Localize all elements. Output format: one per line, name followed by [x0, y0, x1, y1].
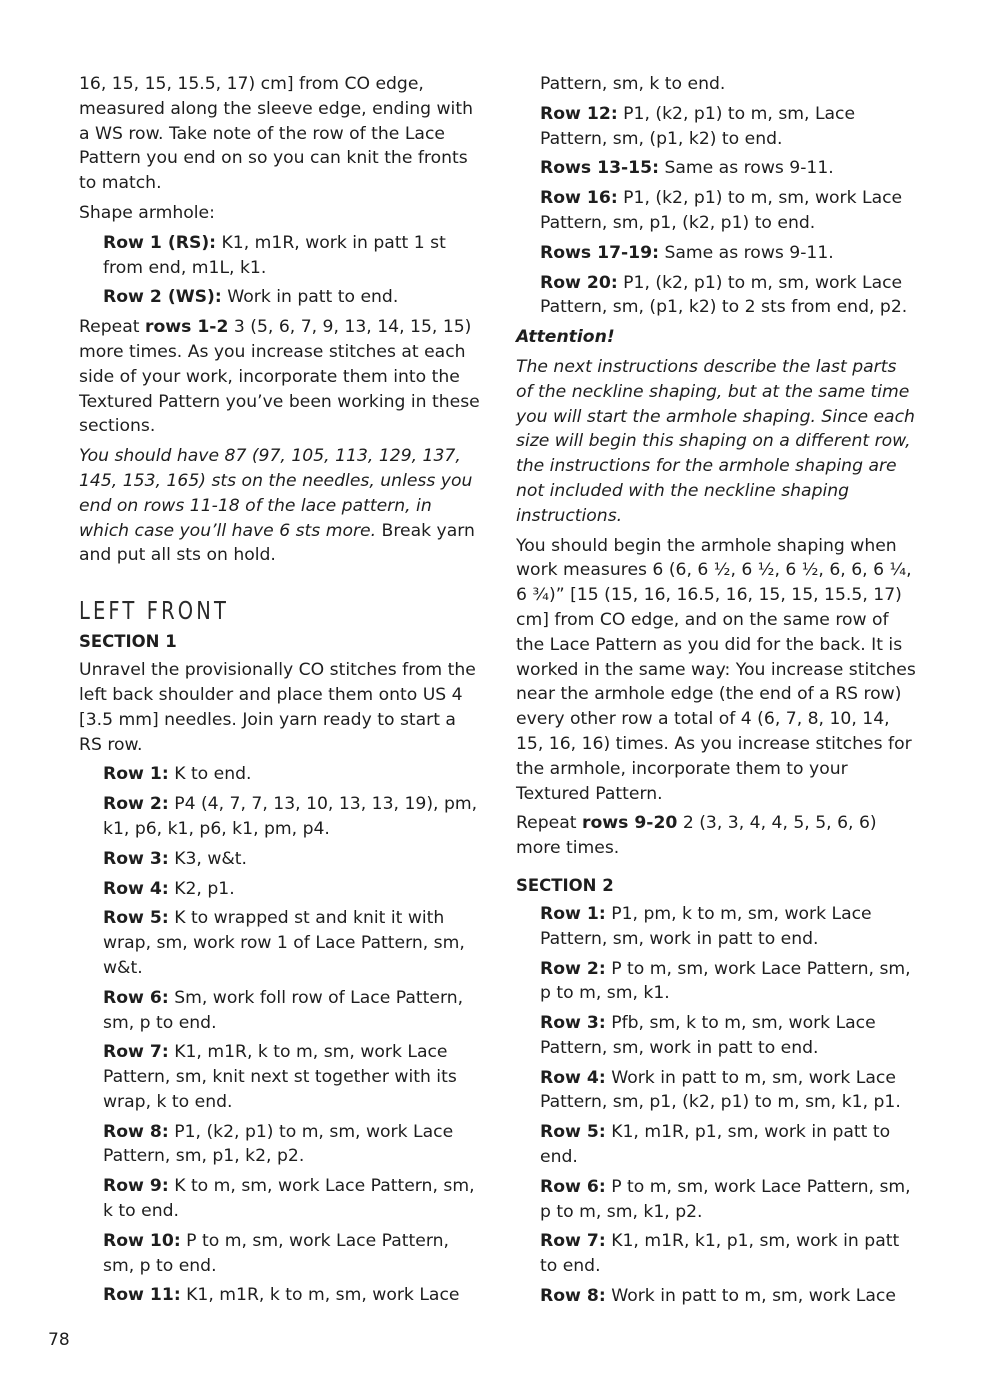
instruction-row	[79, 1174, 484, 1224]
instruction-row	[516, 902, 918, 952]
instruction-row	[79, 986, 484, 1036]
repeat-text: Repeat	[79, 317, 145, 338]
row-label: Row 5:	[540, 1122, 606, 1143]
row-label: Row 1 (RS):	[103, 232, 217, 253]
row-label: Row 3:	[103, 848, 169, 869]
row-text: P1, (k2, p1) to m, sm, work Lace Pattern, sm, (p1, k2) to 2 sts from end, p2.	[540, 272, 908, 318]
section-heading: SECTION 2	[516, 875, 614, 895]
instruction-row	[516, 1120, 918, 1170]
row-text: Pfb, sm, k to m, sm, work Lace Pattern, sm, work in patt to end.	[540, 1013, 876, 1058]
part-title: LEFT FRONT	[79, 596, 229, 626]
right-column	[516, 72, 918, 1314]
instruction-row	[79, 285, 484, 310]
continuation-text: Pattern, sm, k to end.	[540, 74, 726, 94]
row-text: P1, pm, k to m, sm, work Lace Pattern, sm, work in patt to end.	[540, 903, 872, 949]
row-label: Row 12:	[540, 103, 618, 124]
row-text: P1, (k2, p1) to m, sm, Lace Pattern, sm, (p1, k2) to end.	[540, 103, 856, 149]
row-text: Same as rows 9-11.	[658, 242, 834, 263]
row-text: P to m, sm, work Lace Pattern, sm, p to m, sm, k1.	[540, 958, 911, 1004]
section-intro: Unravel the provisionally CO stitches from the left back shoulder and place them onto US 4 [3.5 mm] needles. Join yarn ready to start a RS row.	[79, 660, 476, 755]
row-label: Rows 13-15:	[540, 158, 659, 179]
attention-note: The next instructions describe the last parts of the neckline shaping, but at the same time you will start the armhole shaping. Since each size will begin this shaping on a different row, the instructions for the armhole shaping are not included with the neckline shaping instructions.	[516, 356, 915, 526]
instruction-row	[79, 1040, 484, 1114]
repeat-paragraph	[516, 811, 918, 861]
row-label: Row 20:	[540, 272, 618, 293]
row-label: Row 2:	[103, 794, 169, 815]
row-text: K2, p1.	[168, 878, 235, 899]
row-text: K1, m1R, k to m, sm, work Lace Pattern, sm, knit next st together with its wrap, k to end.	[103, 1042, 457, 1112]
row-label: Row 8:	[103, 1121, 169, 1142]
instruction-row	[79, 877, 484, 902]
row-label: Row 8:	[540, 1286, 606, 1307]
instruction-row	[79, 847, 484, 872]
left-column	[79, 72, 484, 1313]
row-text: K to m, sm, work Lace Pattern, sm, k to end.	[103, 1176, 475, 1222]
row-text: P1, (k2, p1) to m, sm, work Lace Pattern, sm, p1, k2, p2.	[103, 1121, 454, 1167]
repeat-paragraph	[79, 315, 484, 439]
break-yarn-text: Break yarn and put all sts on hold.	[79, 520, 475, 566]
instruction-row	[516, 1011, 918, 1061]
instruction-row	[79, 1120, 484, 1170]
page-number: 78	[48, 1330, 70, 1350]
row-label: Row 7:	[103, 1042, 169, 1063]
row-label: Rows 17-19:	[540, 242, 659, 263]
row-label: Row 5:	[103, 908, 169, 929]
instruction-row	[79, 792, 484, 842]
section-heading: SECTION 1	[79, 632, 177, 652]
row-text: Work in patt to end.	[221, 287, 399, 308]
row-text: P to m, sm, work Lace Pattern, sm, p to m, sm, k1, p2.	[540, 1176, 911, 1222]
shape-armhole-label: Shape armhole:	[79, 202, 215, 223]
row-list	[516, 902, 918, 1309]
repeat-text: 2 (3, 3, 4, 4, 5, 5, 6, 6) more times.	[516, 813, 877, 859]
repeat-text: Repeat	[516, 813, 582, 834]
row-text: P to m, sm, work Lace Pattern, sm, p to end.	[103, 1230, 449, 1276]
stitch-count-note: You should have 87 (97, 105, 113, 129, 137, 145, 153, 165) sts on the needles, unless you end on rows 11-18 of the lace pattern, in which case you’ll have 6 sts more.	[79, 446, 473, 541]
row-text: Same as rows 9-11.	[658, 158, 834, 179]
row-label: Row 1:	[540, 903, 606, 924]
instruction-row	[516, 102, 918, 152]
row-text: K3, w&t.	[168, 848, 248, 869]
stitch-count-paragraph	[79, 444, 484, 568]
row-label: Row 10:	[103, 1230, 181, 1251]
armhole-paragraph: You should begin the armhole shaping when work measures 6 (6, 6 ½, 6 ½, 6 ½, 6, 6, 6 ¼, 6 ¾)” [15 (15, 16, 16.5, 16, 15, 15, 15.5, 17) cm] from CO edge, and on the same row of the Lace Pattern as you did for the back. It is worked in the same way: You increase stitches near the armhole edge (the end of a RS row) every other row a total of 4 (6, 7, 8, 10, 14, 15, 16, 16) times. As you increase stitches for the armhole, incorporate them to your Textured Pattern.	[516, 535, 916, 804]
instruction-row	[79, 1229, 484, 1279]
instruction-row	[516, 1066, 918, 1116]
row-text: Work in patt to m, sm, work Lace Pattern, sm, p1, (k2, p1) to m, sm, k1, p1.	[540, 1067, 901, 1113]
row-text: K to end.	[168, 764, 252, 785]
row-text: P1, (k2, p1) to m, sm, work Lace Pattern, sm, p1, (k2, p1) to end.	[540, 188, 903, 233]
repeat-rows: rows 9-20	[581, 813, 678, 834]
row-list	[79, 762, 484, 1308]
instruction-row	[516, 186, 918, 236]
row-label: Row 4:	[103, 878, 169, 899]
row-label: Row 6:	[540, 1176, 606, 1197]
row-text: K1, m1R, work in patt 1 st from end, m1L, k1.	[103, 232, 446, 278]
row-label: Row 16:	[540, 188, 618, 209]
row-label: Row 2 (WS):	[103, 287, 222, 308]
row-label: Row 1:	[103, 764, 169, 785]
instruction-row	[516, 1284, 918, 1309]
row-label: Row 7:	[540, 1231, 606, 1252]
instruction-row	[516, 241, 918, 266]
instruction-row	[516, 156, 918, 181]
row-text: Sm, work foll row of Lace Pattern, sm, p to end.	[103, 987, 464, 1033]
row-text: K1, m1R, k1, p1, sm, work in patt to end.	[540, 1231, 900, 1277]
row-label: Row 11:	[103, 1285, 181, 1306]
row-label: Row 6:	[103, 987, 169, 1008]
row-text: K1, m1R, p1, sm, work in patt to end.	[540, 1122, 891, 1168]
instruction-row	[79, 762, 484, 787]
row-text: P4 (4, 7, 7, 13, 10, 13, 13, 19), pm, k1, p6, k1, p6, k1, pm, p4.	[103, 794, 478, 839]
row-label: Row 2:	[540, 958, 606, 979]
instruction-row	[79, 231, 484, 281]
row-label: Row 9:	[103, 1176, 169, 1197]
row-text: K1, m1R, k to m, sm, work Lace	[180, 1285, 460, 1306]
instruction-row	[79, 1283, 484, 1308]
row-list	[516, 102, 918, 320]
instruction-row	[516, 271, 918, 321]
row-label: Row 3:	[540, 1013, 606, 1034]
row-label: Row 4:	[540, 1067, 606, 1088]
instruction-row	[516, 1229, 918, 1279]
repeat-rows: rows 1-2	[144, 317, 229, 338]
row-text: Work in patt to m, sm, work Lace	[605, 1286, 896, 1307]
instruction-row	[516, 1175, 918, 1225]
row-text: K to wrapped st and knit it with wrap, sm, work row 1 of Lace Pattern, sm, w&t.	[103, 908, 465, 978]
instruction-row	[79, 906, 484, 980]
repeat-text: 3 (5, 6, 7, 9, 13, 14, 15, 15) more times. As you increase stitches at each side of your work, incorporate them into the Textured Pattern you’ve been working in these sections.	[79, 317, 480, 437]
instruction-row	[516, 957, 918, 1007]
attention-heading: Attention!	[516, 327, 615, 348]
intro-paragraph: 16, 15, 15, 15.5, 17) cm] from CO edge, measured along the sleeve edge, ending with a WS row. Take note of the row of the Lace Pattern you end on so you can knit the fronts to match.	[79, 74, 473, 194]
